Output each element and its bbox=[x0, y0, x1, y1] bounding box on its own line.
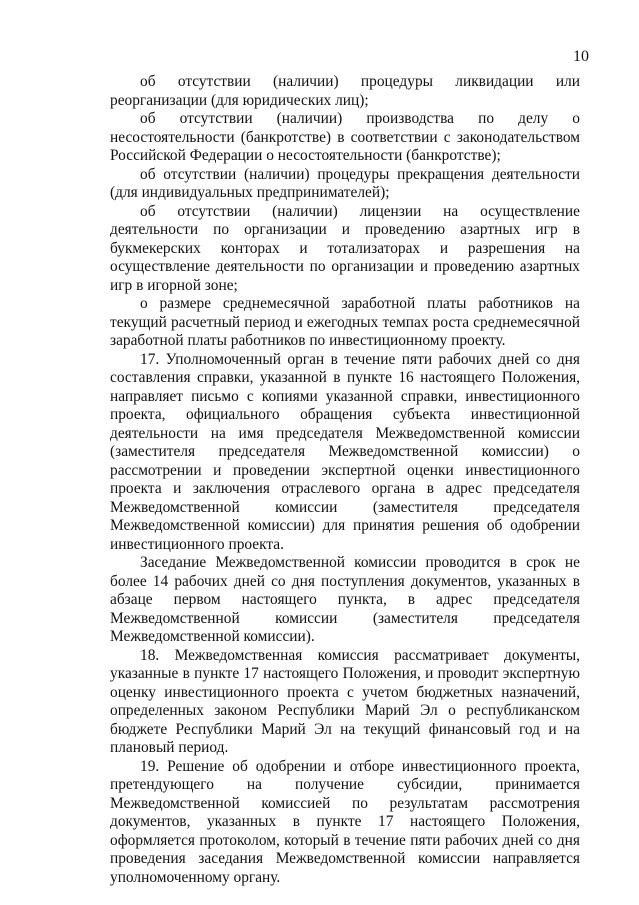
paragraph-termination: об отсутствии (наличии) процедуры прекращения деятельности (для индивидуальных предпринимателей); bbox=[110, 165, 580, 201]
paragraph-item-18: 18. Межведомственная комиссия рассматривает документы, указанные в пункте 17 настоящего Положения, и проводит экспертную оценку инвестиционного проекта с учетом бюджетных назначений, определенных законом Республики Марий Эл о республиканском бюджете Республики Марий Эл на текущий финансовый год и на плановый период. bbox=[110, 646, 580, 756]
page-number: 10 bbox=[573, 48, 589, 65]
paragraph-item-19: 19. Решение об одобрении и отборе инвестиционного проекта, претендующего на получение субсидии, принимается Межведомственной комиссией по результатам рассмотрения документов, указанных в пункте 17 настоящего Положения, оформляется протоколом, который в течение пяти рабочих дней со дня проведения заседания Межведомственной комиссии направляется уполномоченному органу. bbox=[110, 757, 580, 886]
paragraph-gambling-license: об отсутствии (наличии) лицензии на осуществление деятельности по организации и проведению азартных игр в букмекерских конторах и тотализаторах и разрешения на осуществление деятельности по организации и проведению азартных игр в игорной зоне; bbox=[110, 202, 580, 294]
paragraph-salary: о размере среднемесячной заработной платы работников на текущий расчетный период и ежегодных темпах роста среднемесячной заработной платы работников по инвестиционному проекту. bbox=[110, 295, 580, 349]
document-body bbox=[110, 73, 580, 887]
paragraph-bankruptcy: об отсутствии (наличии) производства по делу о несостоятельности (банкротстве) в соответствии с законодательством Российской Федерации о несостоятельности (банкротстве); bbox=[110, 110, 580, 164]
paragraph-commission-meeting: Заседание Межведомственной комиссии проводится в срок не более 14 рабочих дней со дня поступления документов, указанных в абзаце первом настоящего пункта, в адрес председателя Межведомственной комиссии (заместителя председателя Межведомственной комиссии). bbox=[110, 554, 580, 645]
paragraph-item-17: 17. Уполномоченный орган в течение пяти рабочих дней со дня составления справки, указанной в пункте 16 настоящего Положения, направляет письмо с копиями указанной справки, инвестиционного проекта, официального обращения субъекта инвестиционной деятельности на имя председателя Межведомственной комиссии (заместителя председателя Межведомственной комиссии) о рассмотрении и проведении экспертной оценки инвестиционного проекта и заключения отраслевого органа в адрес председателя Межведомственной комиссии (заместителя председателя Межведомственной комиссии) для принятия решения об одобрении инвестиционного проекта. bbox=[110, 350, 580, 553]
paragraph-liquidation: об отсутствии (наличии) процедуры ликвидации или реорганизации (для юридических лиц); bbox=[110, 73, 580, 109]
